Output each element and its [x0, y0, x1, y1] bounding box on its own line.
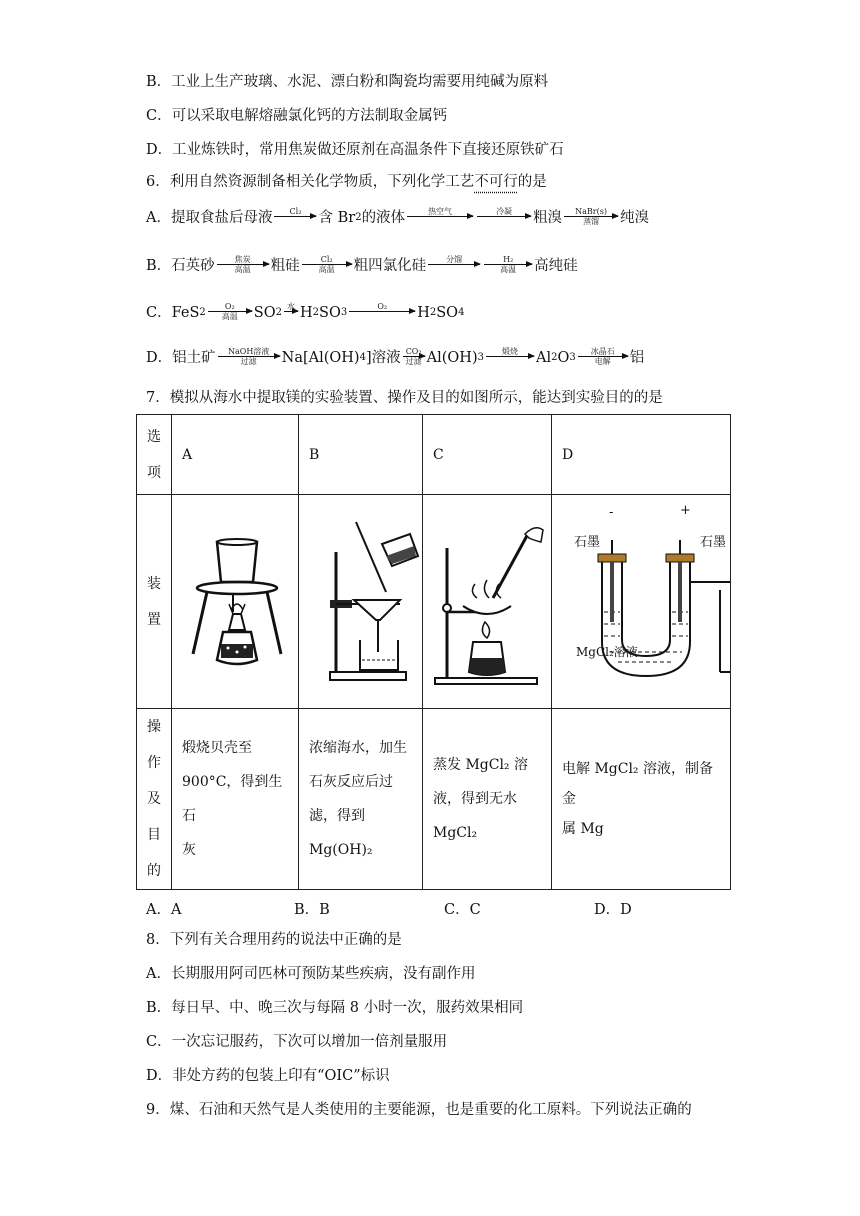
cell-b-purpose: 浓缩海水，加生 石灰反应后过 滤，得到 Mg(OH)₂ — [299, 709, 423, 890]
figure-d-electrolysis — [552, 495, 731, 709]
figure-c-evaporation — [423, 495, 552, 709]
negative-terminal-label: - — [609, 505, 614, 520]
cell-d-purpose: 电解 MgCl₂ 溶液，制备金 属 Mg — [552, 709, 731, 890]
q8-option-b: B．每日早、中、晚三次与每隔 8 小时一次，服药效果相同 — [146, 1000, 524, 1016]
experiment-table — [136, 414, 731, 890]
reaction-arrow: Cl₂ 高温 — [302, 255, 352, 274]
crucible-tripod-figure — [173, 522, 297, 682]
question-7-stem: 7．模拟从海水中提取镁的实验装置、操作及目的如图所示，能达到实验目的的是 — [146, 390, 663, 406]
row-label-device: 装 置 — [137, 495, 172, 709]
reaction-arrow: 热空气 — [407, 207, 473, 226]
positive-terminal-label: + — [680, 503, 691, 518]
reaction-arrow: Cl₂ — [274, 207, 316, 226]
cell-a-purpose: 煅烧贝壳至 900°C，得到生石 灰 — [172, 709, 299, 890]
reaction-arrow: 冷凝 — [477, 207, 531, 226]
q6-option-c: C． FeS 2 O₂ 高温 SO 2 水 H 2 SO 3 O₂ H 2 SO 4 — [146, 301, 465, 321]
reaction-arrow: CO₂ 过滤 — [403, 347, 425, 366]
row-label-purpose: 操 作 及 目 的 — [137, 709, 172, 890]
reaction-arrow: 分馏 — [428, 255, 480, 274]
reaction-arrow: 焦炭 高温 — [217, 255, 269, 274]
reaction-arrow: O₂ 高温 — [208, 302, 252, 321]
row-label-option: 选 项 — [137, 415, 172, 495]
figure-b-filtration — [299, 495, 423, 709]
q8-option-a: A．长期服用阿司匹林可预防某些疾病，没有副作用 — [146, 966, 476, 982]
reaction-arrow: NaOH溶液 过滤 — [218, 347, 280, 366]
filtration-figure — [300, 512, 422, 692]
question-9-stem: 9．煤、石油和天然气是人类使用的主要能源，也是重要的化工原料。下列说法正确的 — [146, 1102, 692, 1118]
answer-b[interactable]: B．B — [294, 902, 330, 918]
cell-c-purpose: 蒸发 MgCl₂ 溶 液，得到无水 MgCl₂ — [423, 709, 552, 890]
answer-d[interactable]: D．D — [594, 902, 632, 918]
emphasis-dotted: 不可行 — [474, 174, 518, 190]
reaction-arrow: 煅烧 — [486, 347, 534, 366]
q6-option-d: D． 铝土矿 NaOH溶液 过滤 Na[Al(OH) 4 ]溶液 CO₂ 过滤 Al(OH) 3 煅烧 Al 2 O 3 冰晶石 电解 铝 — [146, 346, 645, 366]
q7-answer-options — [146, 898, 706, 918]
q6-option-b: B． 石英砂 焦炭 高温 粗硅 Cl₂ 高温 粗四氯化硅 分馏 H₂ 高温 高纯硅 — [146, 254, 578, 274]
evaporation-figure — [425, 512, 549, 692]
reaction-arrow: H₂ 高温 — [484, 255, 532, 274]
answer-a[interactable]: A．A — [146, 902, 182, 918]
option-c-line: C．可以采取电解熔融氯化钙的方法制取金属钙 — [146, 108, 448, 124]
option-b-line: B．工业上生产玻璃、水泥、漂白粉和陶瓷均需要用纯碱为原料 — [146, 74, 549, 90]
answer-c[interactable]: C．C — [444, 902, 481, 918]
question-6-stem: 6．利用自然资源制备相关化学物质，下列化学工艺不可行的是 — [146, 174, 547, 190]
graphite-left-label: 石墨 — [574, 535, 601, 550]
graphite-right-label: 石墨 — [700, 535, 727, 550]
reaction-arrow: 冰晶石 电解 — [578, 347, 628, 366]
reaction-arrow: 水 — [284, 302, 298, 321]
header-c: C — [423, 415, 552, 495]
q8-option-c: C．一次忘记服药，下次可以增加一倍剂量服用 — [146, 1034, 448, 1050]
header-d: D — [552, 415, 731, 495]
reaction-arrow: NaBr(s) 蒸馏 — [564, 207, 618, 226]
q6-option-a: A． 提取食盐后母液 Cl₂ 含 Br 2 的液体 热空气 冷凝 粗溴 NaBr(s) 蒸馏 纯溴 — [146, 206, 650, 226]
solution-label: MgCl₂溶液 — [576, 645, 638, 659]
reaction-arrow: O₂ — [349, 302, 415, 321]
header-b: B — [299, 415, 423, 495]
figure-a-crucible — [172, 495, 299, 709]
question-8-stem: 8．下列有关合理用药的说法中正确的是 — [146, 932, 402, 948]
q8-option-d: D．非处方药的包装上印有“OIC”标识 — [146, 1068, 390, 1084]
option-d-line: D．工业炼铁时，常用焦炭做还原剂在高温条件下直接还原铁矿石 — [146, 142, 564, 158]
header-a: A — [172, 415, 299, 495]
